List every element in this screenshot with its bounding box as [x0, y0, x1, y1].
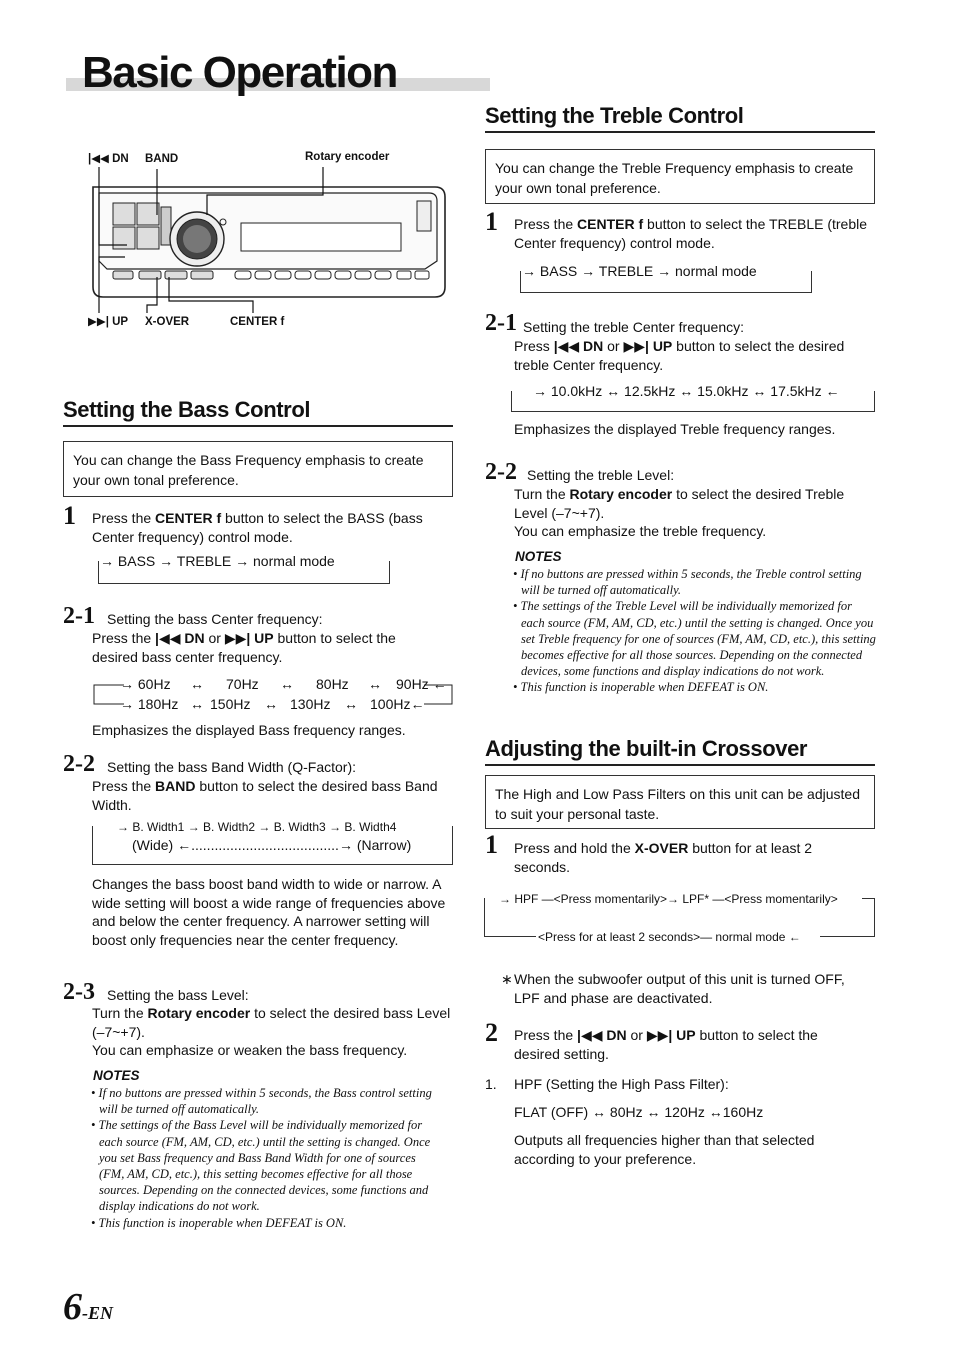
crossover-intro-box: The High and Low Pass Filters on this unit can be adjusted to suit your personal taste. [485, 775, 875, 829]
bass-step-2-3-desc: You can emphasize or weaken the bass frequency. [92, 1042, 408, 1058]
bass-step-2-2-number: 2-2 [63, 751, 95, 777]
treble-step-2-2-number: 2-2 [485, 459, 517, 485]
crossover-heading: Adjusting the built-in Crossover [485, 736, 808, 761]
head-unit-diagram [85, 165, 455, 315]
treble-step-1-number: 1 [485, 207, 498, 236]
label-rotary-encoder: Rotary encoder [305, 151, 390, 163]
treble-note: • If no buttons are pressed within 5 seconds, the Treble control setting will be turned off automatically. [513, 567, 862, 598]
crossover-flow-bottom: <Press for at least 2 seconds>— normal mode ← [538, 930, 801, 944]
bass-step-2-2-heading: Setting the bass Band Width (Q-Factor): [107, 759, 356, 775]
crossover-footnote-mark: ∗ [501, 971, 513, 987]
bass-bandwidth-scale: (Wide) ←......................................→ (Narrow) [132, 837, 412, 853]
treble-step-2-1-note: Emphasizes the displayed Treble frequency ranges. [514, 421, 836, 437]
label-up: ▶▶| UP [88, 316, 129, 328]
treble-note: • This function is inoperable when DEFEAT is ON. [513, 680, 769, 695]
label-dn: |◀◀ DN [88, 153, 129, 165]
crossover-item-1-values: FLAT (OFF) ↔ 80Hz ↔ 120Hz ↔160Hz [514, 1104, 764, 1120]
treble-heading: Setting the Treble Control [485, 103, 744, 128]
crossover-flow-bottom-right-line [820, 936, 875, 937]
bass-step-2-1-text: Press the |◀◀ DN or ▶▶| UP button to select the desired bass center frequency. [92, 630, 396, 665]
bass-freq-row-1: → 60Hz ↔ 70Hz ↔ 80Hz ↔ 90Hz ← [120, 676, 447, 692]
label-band: BAND [145, 153, 179, 165]
bass-intro-box: You can change the Bass Frequency emphasis to create your own tonal preference. [63, 441, 453, 497]
bass-step-1-number: 1 [63, 501, 76, 530]
crossover-step-1-number: 1 [485, 830, 498, 859]
crossover-footnote: When the subwoofer output of this unit is turned OFF, LPF and phase are deactivated. [514, 971, 845, 1006]
bass-step-2-3-text: Turn the Rotary encoder to select the desired bass Level (–7~+7). [92, 1005, 451, 1040]
bass-freq-row-2: → 180Hz ↔ 150Hz ↔ 130Hz ↔ 100Hz← [120, 696, 425, 712]
treble-step-2-1-heading: Setting the treble Center frequency: [523, 319, 745, 335]
treble-step-2-2-text: Turn the Rotary encoder to select the desired Treble Level (–7~+7). [514, 486, 845, 521]
crossover-step-1-text: Press and hold the X-OVER button for at least 2 seconds. [514, 840, 813, 875]
bass-note: • This function is inoperable when DEFEAT is ON. [91, 1215, 347, 1230]
treble-notes-heading: NOTES [515, 549, 562, 564]
bass-notes-list [91, 1085, 441, 1231]
crossover-item-1-label: HPF (Setting the High Pass Filter): [514, 1076, 729, 1092]
treble-step-2-1-text: Press |◀◀ DN or ▶▶| UP button to select the desired treble Center frequency. [514, 338, 845, 373]
bass-heading: Setting the Bass Control [63, 397, 311, 422]
treble-heading-rule [485, 131, 875, 133]
crossover-flow-top-right-line [862, 898, 875, 899]
bass-step-2-2-text: Press the BAND button to select the desired bass Band Width. [92, 778, 438, 813]
treble-mode-flow: → BASS → TREBLE → normal mode [522, 262, 763, 280]
bass-mode-flow: → BASS → TREBLE → normal mode [100, 552, 341, 570]
page-number: 6-EN [63, 1286, 113, 1328]
bass-heading-rule [63, 425, 453, 427]
crossover-heading-rule [485, 764, 875, 766]
treble-step-2-2-desc: You can emphasize the treble frequency. [514, 523, 767, 539]
bass-note: • The settings of the Bass Level will be individually memorized for each source (FM, AM, CD, etc.) until the setting is changed. Once you set Bass frequency and Bass Band Width for one of sources (FM, AM, CD, etc.), this setting becomes effective for all those sources. Depending on the connected devices, some functions and display indications do not work. [91, 1118, 431, 1214]
bass-step-1-text: Press the CENTER f button to select the BASS (bass Center frequency) control mode. [92, 510, 423, 545]
crossover-item-1-number: 1. [485, 1076, 497, 1092]
label-xover: X-OVER [145, 316, 190, 328]
crossover-flow-bottom-left-line [484, 936, 536, 937]
bass-step-2-3-heading: Setting the bass Level: [107, 987, 249, 1003]
treble-step-2-1-number: 2-1 [485, 310, 517, 336]
treble-step-1-text: Press the CENTER f button to select the TREBLE (treble Center frequency) control mode. [514, 216, 868, 251]
treble-step-2-2-heading: Setting the treble Level: [527, 467, 675, 483]
bass-step-2-3-number: 2-3 [63, 979, 95, 1005]
bass-step-2-1-heading: Setting the bass Center frequency: [107, 611, 323, 627]
bass-step-2-1-number: 2-1 [63, 603, 95, 629]
treble-frequency-flow: → 10.0kHz ↔ 12.5kHz ↔ 15.0kHz ↔ 17.5kHz ← [530, 382, 843, 400]
crossover-step-2-text: Press the |◀◀ DN or ▶▶| UP button to select the desired setting. [514, 1027, 818, 1062]
treble-notes-list [513, 566, 876, 696]
bass-bandwidth-flow: → B. Width1 → B. Width2 → B. Width3 → B. Width4 [114, 818, 399, 836]
crossover-step-2-number: 2 [485, 1018, 498, 1047]
label-center-f: CENTER f [230, 316, 285, 328]
bass-note: • If no buttons are pressed within 5 seconds, the Bass control setting will be turned off automatically. [91, 1086, 432, 1117]
crossover-item-1-desc: Outputs all frequencies higher than that selected according to your preference. [514, 1132, 815, 1167]
bass-step-2-1-note: Emphasizes the displayed Bass frequency ranges. [92, 722, 406, 738]
crossover-flow-top: → HPF —<Press momentarily>→ LPF* —<Press momentarily> [499, 892, 838, 906]
treble-note: • The settings of the Treble Level will be individually memorized for each source (FM, AM, CD, etc.) until the setting is changed. Once you set Treble frequency for one of sources (FM, AM, CD, etc.), this setting becomes effective for all those sources. Depending on the connected devices, some functions and display indications do not work. [513, 599, 876, 679]
bass-notes-heading: NOTES [93, 1068, 140, 1083]
bass-step-2-2-desc: Changes the bass boost band width to wide or narrow. A wide setting will boost a wide range of frequencies above and below the center frequency. A narrower setting will boost only frequencies near the center frequency. [92, 876, 446, 948]
page-title: Basic Operation [82, 48, 397, 97]
treble-intro-box: You can change the Treble Frequency emphasis to create your own tonal preference. [485, 149, 875, 204]
